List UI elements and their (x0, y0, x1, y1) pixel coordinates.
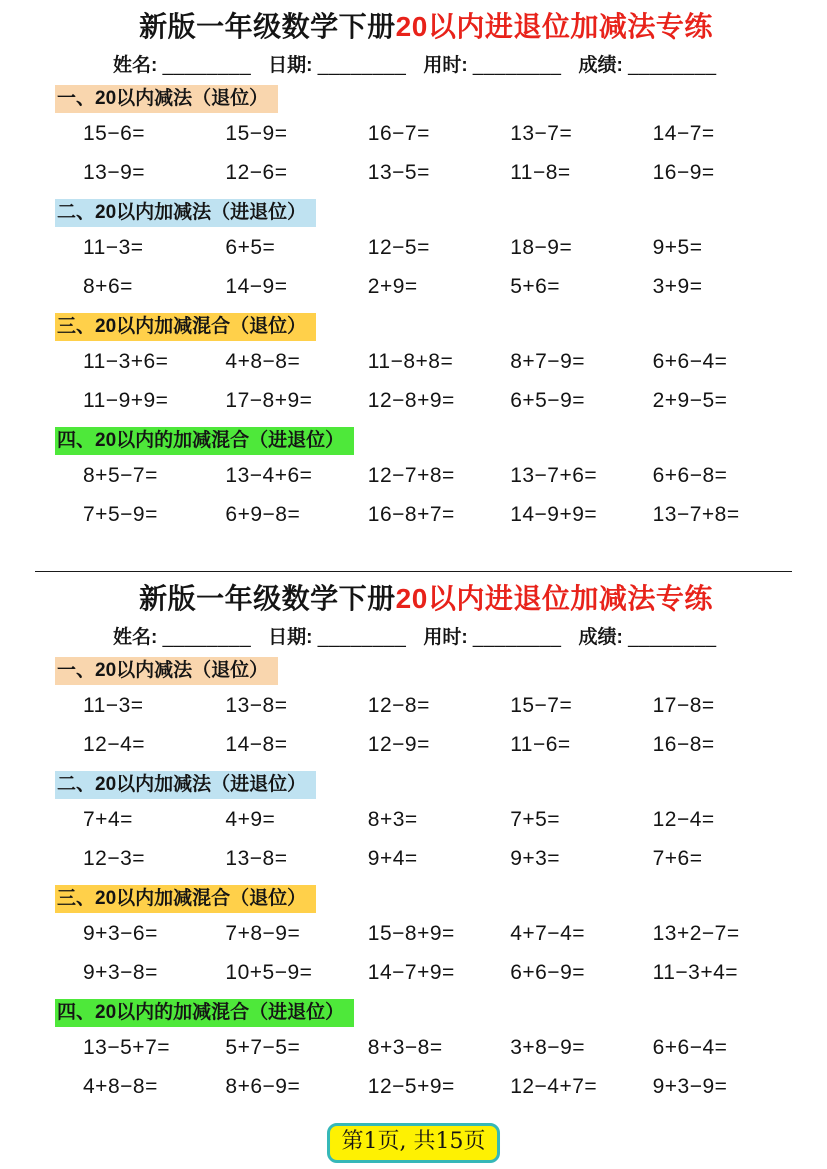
problem: 15−7= (510, 694, 573, 717)
info-field-label: 用时: (423, 55, 468, 76)
title-text-black: 新版一年级数学下册 (139, 11, 396, 42)
problem: 12−7+8= (367, 464, 455, 487)
info-row (113, 626, 797, 650)
worksheet-content (55, 10, 797, 528)
problem: 11−3= (83, 694, 144, 717)
problem-row (55, 502, 797, 528)
title-text-red: 20以内进退位加减法专练 (395, 583, 713, 614)
problem: 8+3= (367, 808, 418, 831)
problem: 4+7−4= (510, 922, 586, 945)
section (55, 313, 797, 414)
problem-row (55, 960, 797, 986)
problem-row (55, 235, 797, 261)
problem: 5+7−5= (225, 1036, 301, 1059)
problem: 11−3= (83, 236, 144, 259)
problem-row (55, 121, 797, 147)
problem-row (55, 349, 797, 375)
problem-row (55, 807, 797, 833)
problem: 7+6= (652, 847, 703, 870)
problem: 9+3−6= (83, 922, 158, 945)
problem-row (55, 1035, 797, 1061)
problem: 4+8−8= (83, 1075, 158, 1098)
problem-row (55, 388, 797, 414)
info-field (113, 626, 251, 650)
problem: 13−7+8= (652, 503, 740, 526)
problem: 13−5+7= (83, 1036, 171, 1059)
worksheet-title (55, 10, 797, 44)
problem: 8+3−8= (367, 1036, 443, 1059)
section-rows (55, 921, 797, 986)
section-rows (55, 235, 797, 300)
problem: 12−3= (83, 847, 146, 870)
info-field-label: 成绩: (578, 627, 623, 648)
problem: 13−8= (225, 847, 288, 870)
info-field-blank: ________ (162, 55, 252, 76)
info-field (113, 54, 251, 78)
section-heading: 一、20以内减法（退位） (55, 657, 278, 685)
problem: 8+5−7= (83, 464, 158, 487)
problem: 16−8= (652, 733, 715, 756)
problem-row (55, 846, 797, 872)
worksheet-content (55, 582, 797, 1100)
problem: 10+5−9= (225, 961, 313, 984)
worksheet-copy-1 (0, 0, 827, 571)
problem-row (55, 463, 797, 489)
title-text-black: 新版一年级数学下册 (139, 583, 396, 614)
info-field (423, 626, 561, 650)
problem-row (55, 1074, 797, 1100)
problem: 16−8+7= (367, 503, 455, 526)
section-rows (55, 349, 797, 414)
problem: 15−8+9= (367, 922, 455, 945)
problem: 15−9= (225, 122, 288, 145)
info-field (578, 54, 716, 78)
problem-row (55, 274, 797, 300)
problem: 12−4+7= (510, 1075, 598, 1098)
section-heading: 二、20以内加减法（进退位） (55, 199, 316, 227)
worksheet-title (55, 582, 797, 616)
info-field (578, 626, 716, 650)
problem: 7+8−9= (225, 922, 301, 945)
section-rows (55, 121, 797, 186)
problem: 13−4+6= (225, 464, 313, 487)
problem: 15−6= (83, 122, 146, 145)
problem: 8+7−9= (510, 350, 586, 373)
page-number-text: 第1页, 共15页 (341, 1129, 486, 1154)
section (55, 885, 797, 986)
section-heading: 四、20以内的加减混合（进退位） (55, 427, 354, 455)
problem: 12−9= (367, 733, 430, 756)
problem: 14−7+9= (367, 961, 455, 984)
problem: 13+2−7= (652, 922, 740, 945)
problem: 11−9+9= (83, 389, 169, 412)
problem: 12−8+9= (367, 389, 455, 412)
problem: 17−8+9= (225, 389, 313, 412)
section (55, 999, 797, 1100)
problem: 11−3+6= (83, 350, 169, 373)
problem: 2+9−5= (652, 389, 728, 412)
info-field (423, 54, 561, 78)
section (55, 199, 797, 300)
problem: 9+5= (652, 236, 703, 259)
title-text-red: 20以内进退位加减法专练 (395, 11, 713, 42)
problem: 12−5+9= (367, 1075, 455, 1098)
sections (55, 85, 797, 528)
info-field-blank: ________ (628, 627, 717, 648)
problem: 6+5= (225, 236, 276, 259)
section (55, 657, 797, 758)
section-heading: 二、20以内加减法（进退位） (55, 771, 316, 799)
problem: 7+5= (510, 808, 561, 831)
section-rows (55, 463, 797, 528)
section-heading: 一、20以内减法（退位） (55, 85, 278, 113)
problem: 11−8= (510, 161, 571, 184)
section-heading: 三、20以内加减混合（退位） (55, 885, 316, 913)
info-field-label: 日期: (268, 55, 313, 76)
problem: 12−6= (225, 161, 288, 184)
problem-row (55, 921, 797, 947)
problem: 7+5−9= (83, 503, 158, 526)
problem: 14−9+9= (510, 503, 598, 526)
section-heading: 三、20以内加减混合（退位） (55, 313, 316, 341)
problem: 3+8−9= (510, 1036, 586, 1059)
worksheet-copy-2 (0, 572, 827, 1168)
info-field-label: 成绩: (578, 55, 623, 76)
problem: 13−8= (225, 694, 288, 717)
info-field-blank: ________ (472, 627, 562, 648)
problem: 12−5= (367, 236, 430, 259)
info-field-blank: ________ (628, 55, 717, 76)
problem: 13−7+6= (510, 464, 598, 487)
info-field-label: 姓名: (113, 55, 158, 76)
info-field-label: 用时: (423, 627, 468, 648)
problem: 17−8= (652, 694, 715, 717)
problem: 8+6= (83, 275, 133, 298)
problem: 5+6= (510, 275, 561, 298)
info-field-blank: ________ (162, 627, 252, 648)
problem: 6+5−9= (510, 389, 586, 412)
section-rows (55, 1035, 797, 1100)
problem: 9+4= (367, 847, 418, 870)
section-rows (55, 807, 797, 872)
section (55, 771, 797, 872)
problem: 9+3−9= (652, 1075, 728, 1098)
problem-row (55, 160, 797, 186)
problem: 6+9−8= (225, 503, 301, 526)
problem: 16−9= (652, 161, 715, 184)
info-field (268, 626, 406, 650)
problem: 14−7= (652, 122, 715, 145)
problem: 7+4= (83, 808, 133, 831)
info-row (113, 54, 797, 78)
info-field-label: 姓名: (113, 627, 158, 648)
problem: 14−9= (225, 275, 288, 298)
info-field-blank: ________ (472, 55, 562, 76)
problem: 6+6−4= (652, 350, 728, 373)
problem: 6+6−9= (510, 961, 586, 984)
info-field-blank: ________ (317, 55, 407, 76)
problem: 14−8= (225, 733, 288, 756)
info-field-label: 日期: (268, 627, 313, 648)
problem: 9+3−8= (83, 961, 158, 984)
sections (55, 657, 797, 1100)
problem: 4+9= (225, 808, 276, 831)
problem: 12−8= (367, 694, 430, 717)
problem: 18−9= (510, 236, 573, 259)
problem: 6+6−4= (652, 1036, 728, 1059)
section-heading: 四、20以内的加减混合（进退位） (55, 999, 354, 1027)
page-number-badge (327, 1123, 501, 1163)
problem-row (55, 693, 797, 719)
problem: 2+9= (367, 275, 418, 298)
section-rows (55, 693, 797, 758)
info-field-blank: ________ (317, 627, 407, 648)
info-field (268, 54, 406, 78)
problem: 11−3+4= (652, 961, 739, 984)
problem: 13−9= (83, 161, 146, 184)
problem: 8+6−9= (225, 1075, 301, 1098)
section (55, 85, 797, 186)
problem: 12−4= (652, 808, 715, 831)
problem: 16−7= (367, 122, 430, 145)
problem: 11−8+8= (367, 350, 454, 373)
problem-row (55, 732, 797, 758)
problem: 12−4= (83, 733, 146, 756)
problem: 11−6= (510, 733, 571, 756)
problem: 13−5= (367, 161, 430, 184)
problem: 13−7= (510, 122, 573, 145)
section (55, 427, 797, 528)
problem: 3+9= (652, 275, 703, 298)
problem: 6+6−8= (652, 464, 728, 487)
problem: 9+3= (510, 847, 561, 870)
problem: 4+8−8= (225, 350, 301, 373)
